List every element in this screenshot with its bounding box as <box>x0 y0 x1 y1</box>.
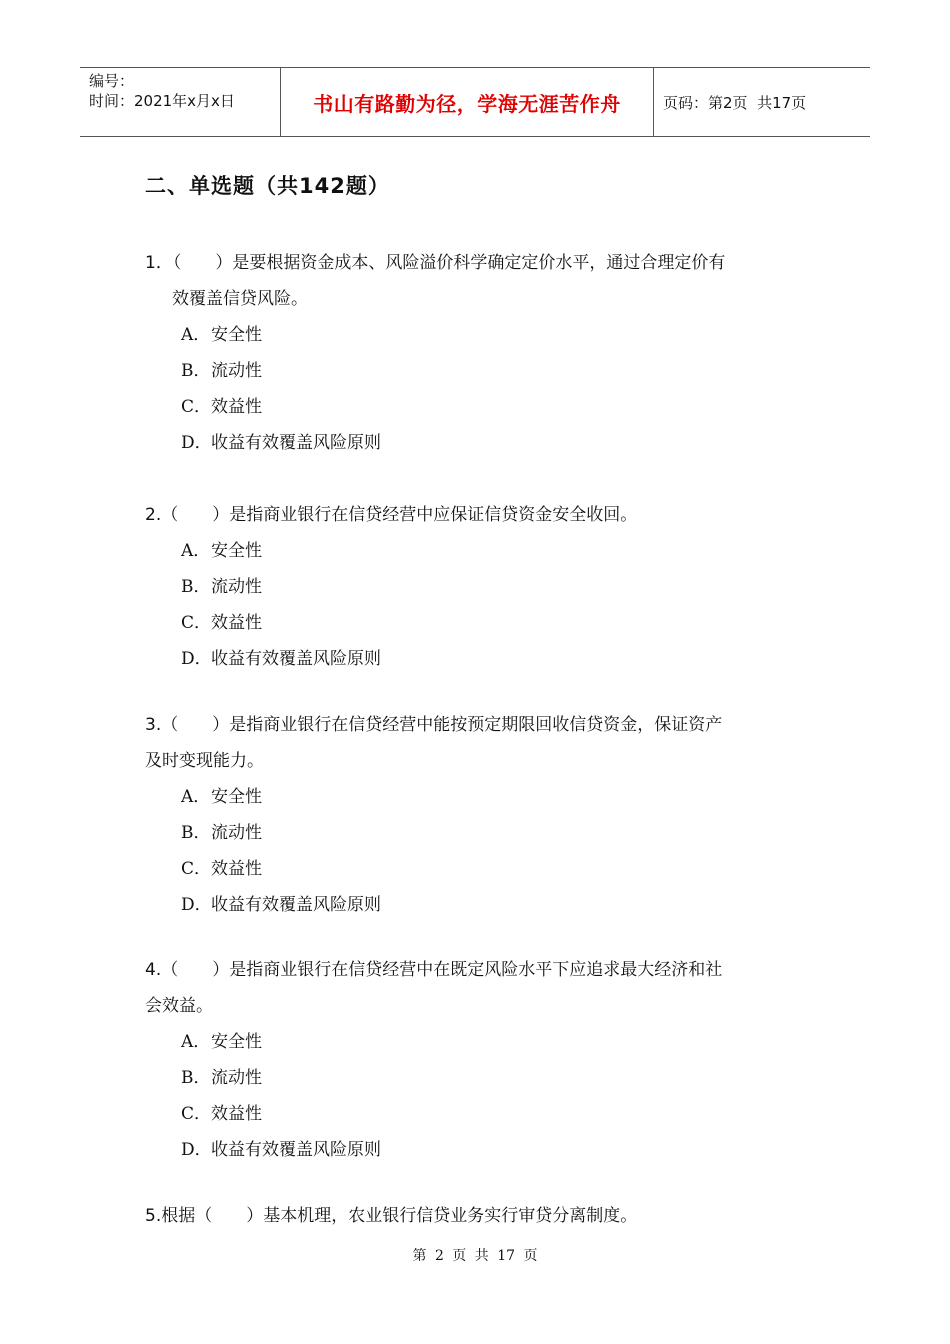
stem-line: 2.（ ）是指商业银行在信贷经营中应保证信贷资金安全收回。 <box>145 505 638 525</box>
option-letter: C． <box>181 397 212 417</box>
stem-line: 及时变现能力。 <box>145 751 264 771</box>
option-letter: D． <box>181 649 212 669</box>
option-d <box>145 887 815 923</box>
option-d <box>145 1132 815 1168</box>
option-letter: C． <box>181 859 212 879</box>
option-a <box>145 1024 815 1060</box>
stem-line: 效覆盖信贷风险。 <box>172 289 308 309</box>
option-letter: D． <box>181 1140 212 1160</box>
option-letter: B． <box>181 1068 211 1088</box>
option-b <box>145 569 815 605</box>
option-text: 效益性 <box>211 613 262 633</box>
option-text: 效益性 <box>211 859 262 879</box>
option-text: 安全性 <box>211 541 262 561</box>
option-text: 收益有效覆盖风险原则 <box>211 649 381 669</box>
option-letter: A． <box>181 325 211 345</box>
question-3 <box>145 707 815 923</box>
option-text: 效益性 <box>211 1104 262 1124</box>
question-stem <box>145 497 815 533</box>
motto: 书山有路勤为径，学海无涯苦作舟 <box>313 91 621 116</box>
stem-line: 3.（ ）是指商业银行在信贷经营中能按预定期限回收信贷资金，保证资产 <box>145 715 723 735</box>
option-letter: C． <box>181 613 212 633</box>
option-letter: B． <box>181 361 211 381</box>
option-b <box>145 1060 815 1096</box>
option-text: 安全性 <box>211 325 262 345</box>
option-a <box>145 779 815 815</box>
option-letter: D． <box>181 433 212 453</box>
question-stem <box>145 1198 815 1234</box>
option-text: 收益有效覆盖风险原则 <box>211 895 381 915</box>
option-b <box>145 353 815 389</box>
page-footer: 第 2 页 共 17 页 <box>412 1248 538 1264</box>
option-letter: A． <box>181 1032 211 1052</box>
option-text: 收益有效覆盖风险原则 <box>211 1140 381 1160</box>
option-text: 流动性 <box>211 1068 262 1088</box>
header-meta <box>80 68 281 136</box>
option-c <box>145 389 815 425</box>
option-text: 流动性 <box>211 823 262 843</box>
page-info: 页码：第2页 共17页 <box>663 93 807 112</box>
option-c <box>145 1096 815 1132</box>
stem-line: 4.（ ）是指商业银行在信贷经营中在既定风险水平下应追求最大经济和社 <box>145 960 723 980</box>
section-title: 二、单选题（共142题） <box>145 174 390 198</box>
option-text: 收益有效覆盖风险原则 <box>211 433 381 453</box>
option-letter: A． <box>181 541 211 561</box>
option-a <box>145 317 815 353</box>
option-c <box>145 605 815 641</box>
question-4 <box>145 952 815 1168</box>
option-text: 流动性 <box>211 577 262 597</box>
option-text: 效益性 <box>211 397 262 417</box>
option-text: 安全性 <box>211 1032 262 1052</box>
option-d <box>145 641 815 677</box>
option-letter: A． <box>181 787 211 807</box>
time-label: 时间：2021年x月x日 <box>89 92 235 110</box>
option-letter: D． <box>181 895 212 915</box>
option-letter: C． <box>181 1104 212 1124</box>
number-label: 编号： <box>89 72 135 90</box>
question-1 <box>145 245 815 461</box>
stem-line: 会效益。 <box>145 996 213 1016</box>
question-stem <box>145 952 815 1024</box>
stem-line: 5.根据（ ）基本机理，农业银行信贷业务实行审贷分离制度。 <box>145 1206 638 1226</box>
question-stem <box>145 707 815 779</box>
page-header <box>80 67 870 137</box>
header-page-cell <box>654 68 870 136</box>
option-letter: B． <box>181 577 211 597</box>
option-c <box>145 851 815 887</box>
question-stem <box>145 245 815 317</box>
option-d <box>145 425 815 461</box>
option-b <box>145 815 815 851</box>
option-text: 流动性 <box>211 361 262 381</box>
stem-line: 1．（ ）是要根据资金成本、风险溢价科学确定定价水平，通过合理定价有 <box>145 253 726 273</box>
option-a <box>145 533 815 569</box>
question-5 <box>145 1198 815 1234</box>
option-letter: B． <box>181 823 211 843</box>
header-motto-cell <box>281 68 654 136</box>
option-text: 安全性 <box>211 787 262 807</box>
question-2 <box>145 497 815 677</box>
